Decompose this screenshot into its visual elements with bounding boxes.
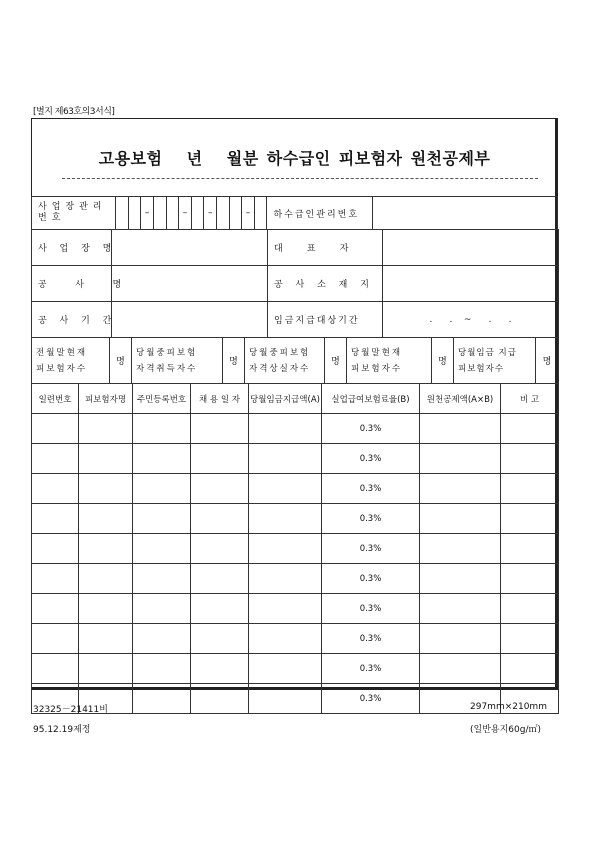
info-table [31,196,558,230]
resident-no-cell[interactable] [133,474,191,504]
prev-month-count-label-line2: 피보험자수 [36,363,88,374]
header-remarks: 비 고 [501,384,559,414]
representative-field[interactable] [383,230,559,266]
counts-table [31,337,559,384]
deduction-amount-cell[interactable] [420,594,501,624]
serial-no-cell[interactable] [32,444,79,474]
deduction-amount-cell[interactable] [420,654,501,684]
remarks-cell[interactable] [501,594,559,624]
header-insured-name: 피보험자명 [79,384,133,414]
serial-no-cell[interactable] [32,414,79,444]
construction-name-label: 공 사 명 [32,266,112,302]
resident-no-cell[interactable] [133,624,191,654]
current-month-count-label-line1: 당월말현재 [351,347,403,358]
resident-no-cell[interactable] [133,534,191,564]
resident-no-cell[interactable] [133,594,191,624]
form-code: 32325－21411비 [33,705,108,715]
header-hire-date: 채 용 일 자 [191,384,249,414]
deduction-amount-cell[interactable] [420,444,501,474]
business-mgmt-no-digit[interactable] [217,197,230,230]
construction-period-label: 공 사 기 간 [32,302,112,338]
remarks-cell[interactable] [501,654,559,684]
construction-location-label: 공 사 소 재 지 [268,266,383,302]
paid-count-label [454,338,536,384]
header-resident-no: 주민등록번호 [133,384,191,414]
serial-no-cell[interactable] [32,504,79,534]
deduction-amount-cell[interactable] [420,474,501,504]
wage-period-label: 임금지급대상기간 [268,302,383,338]
serial-no-cell[interactable] [32,624,79,654]
remarks-cell[interactable] [501,504,559,534]
lost-count-label [245,338,325,384]
deduction-table [31,383,559,714]
subcontractor-mgmt-no-field[interactable] [372,197,557,230]
hire-date-cell[interactable] [191,414,249,444]
insured-name-cell[interactable] [79,444,133,474]
premium-rate-cell: 0.3% [322,564,420,594]
business-mgmt-no-dash: – [242,197,255,230]
remarks-cell[interactable] [501,414,559,444]
hire-date-cell[interactable] [191,534,249,564]
table-row [32,564,559,594]
premium-rate-cell: 0.3% [322,654,420,684]
business-mgmt-no-digit[interactable] [116,197,129,230]
premium-rate-cell: 0.3% [322,534,420,564]
construction-location-field[interactable] [383,266,559,302]
business-mgmt-no-label: 사업장관리번호 [32,197,116,230]
prev-month-count-label-line1: 전월말현재 [36,347,88,358]
hire-date-cell[interactable] [191,654,249,684]
header-deduction-amount: 원천공제액(A×B) [420,384,501,414]
header-wage-amount: 당월임금지급액(A) [249,384,322,414]
business-mgmt-no-digit[interactable] [166,197,179,230]
premium-rate-cell: 0.3% [322,624,420,654]
insured-name-cell[interactable] [79,624,133,654]
deduction-amount-cell[interactable] [420,414,501,444]
current-month-count-label [347,338,432,384]
business-name-field[interactable] [112,230,268,266]
wage-amount-cell[interactable] [249,534,322,564]
business-mgmt-no-digit[interactable] [254,197,267,230]
paper-size: 297mm×210mm [470,702,547,712]
header-serial-no: 일련번호 [32,384,79,414]
serial-no-cell[interactable] [32,474,79,504]
wage-amount-cell[interactable] [249,504,322,534]
serial-no-cell[interactable] [32,534,79,564]
paid-count-unit[interactable]: 명 [536,338,559,384]
insured-name-cell[interactable] [79,654,133,684]
hire-date-cell[interactable] [191,444,249,474]
remarks-cell[interactable] [501,534,559,564]
deduction-amount-cell[interactable] [420,564,501,594]
hire-date-cell[interactable] [191,474,249,504]
construction-name-field[interactable] [112,266,268,302]
premium-rate-cell: 0.3% [322,414,420,444]
hire-date-cell[interactable] [191,594,249,624]
construction-period-field[interactable] [112,302,268,338]
current-month-count-unit[interactable]: 명 [432,338,454,384]
deduction-amount-cell[interactable] [420,534,501,564]
business-name-label: 사 업 장 명 [32,230,112,266]
business-mgmt-no-dash: – [204,197,217,230]
table-row [32,504,559,534]
wage-period-field[interactable]: . . ~ . . [383,302,559,338]
insured-name-cell[interactable] [79,594,133,624]
lost-count-unit[interactable]: 명 [325,338,347,384]
acquired-count-label [132,338,223,384]
title-divider [62,178,538,179]
premium-rate-cell: 0.3% [322,504,420,534]
business-mgmt-no-dash: – [141,197,154,230]
wage-amount-cell[interactable] [249,654,322,684]
premium-rate-cell: 0.3% [322,684,420,714]
resident-no-cell[interactable] [133,444,191,474]
insured-name-cell[interactable] [79,504,133,534]
wage-amount-cell[interactable] [249,624,322,654]
business-mgmt-no-digit[interactable] [153,197,166,230]
wage-amount-cell[interactable] [249,474,322,504]
table-row [32,624,559,654]
revision-date: 95.12.19제정 [33,725,91,735]
acquired-count-unit[interactable]: 명 [223,338,245,384]
remarks-cell[interactable] [501,444,559,474]
table-row [32,474,559,504]
business-mgmt-no-dash: – [179,197,192,230]
table-row [32,594,559,624]
hire-date-cell[interactable] [191,624,249,654]
premium-rate-cell: 0.3% [322,474,420,504]
insured-name-cell[interactable] [79,474,133,504]
resident-no-cell[interactable] [133,684,191,714]
remarks-cell[interactable] [501,474,559,504]
serial-no-cell[interactable] [32,654,79,684]
resident-no-cell[interactable] [133,564,191,594]
prev-month-count-unit[interactable]: 명 [110,338,132,384]
paid-count-label-line1: 당월임금 지급 [458,347,517,358]
business-mgmt-no-digit[interactable] [128,197,141,230]
lost-count-label-line2: 자격상실자수 [249,363,311,374]
wage-amount-cell[interactable] [249,564,322,594]
form-tag: [별지 제63호의3서식] [33,107,115,117]
resident-no-cell[interactable] [133,414,191,444]
wage-amount-cell[interactable] [249,594,322,624]
prev-month-count-label [32,338,110,384]
serial-no-cell[interactable] [32,594,79,624]
header-premium-rate: 실업급여보험료율(B) [322,384,420,414]
business-mgmt-no-digit[interactable] [229,197,242,230]
paper-type: (일반용지60g/㎡) [470,725,541,735]
wage-amount-cell[interactable] [249,684,322,714]
hire-date-cell[interactable] [191,684,249,714]
paid-count-label-line2: 피보험자수 [458,363,505,374]
table-row [32,534,559,564]
wage-amount-cell[interactable] [249,414,322,444]
acquired-count-label-line1: 당월중피보험 [136,347,198,358]
wage-amount-cell[interactable] [249,444,322,474]
table-row [32,414,559,444]
insured-name-cell[interactable] [79,564,133,594]
table-row [32,654,559,684]
premium-rate-cell: 0.3% [322,444,420,474]
deduction-amount-cell[interactable] [420,504,501,534]
insured-name-cell[interactable] [79,414,133,444]
subcontractor-mgmt-no-label: 하수급인관리번호 [267,197,372,230]
resident-no-cell[interactable] [133,654,191,684]
hire-date-cell[interactable] [191,564,249,594]
table-row [32,444,559,474]
remarks-cell[interactable] [501,564,559,594]
business-mgmt-no-digit[interactable] [191,197,204,230]
info-table-rows [31,229,559,338]
current-month-count-label-line2: 피보험자수 [351,363,403,374]
lost-count-label-line1: 당월중피보험 [249,347,311,358]
remarks-cell[interactable] [501,624,559,654]
deduction-amount-cell[interactable] [420,624,501,654]
insured-name-cell[interactable] [79,534,133,564]
form-title: 고용보험 년 월분 하수급인 피보험자 원천공제부 [98,149,491,168]
representative-label: 대 표 자 [268,230,383,266]
resident-no-cell[interactable] [133,504,191,534]
acquired-count-label-line2: 자격취득자수 [136,363,198,374]
serial-no-cell[interactable] [32,564,79,594]
hire-date-cell[interactable] [191,504,249,534]
premium-rate-cell: 0.3% [322,594,420,624]
